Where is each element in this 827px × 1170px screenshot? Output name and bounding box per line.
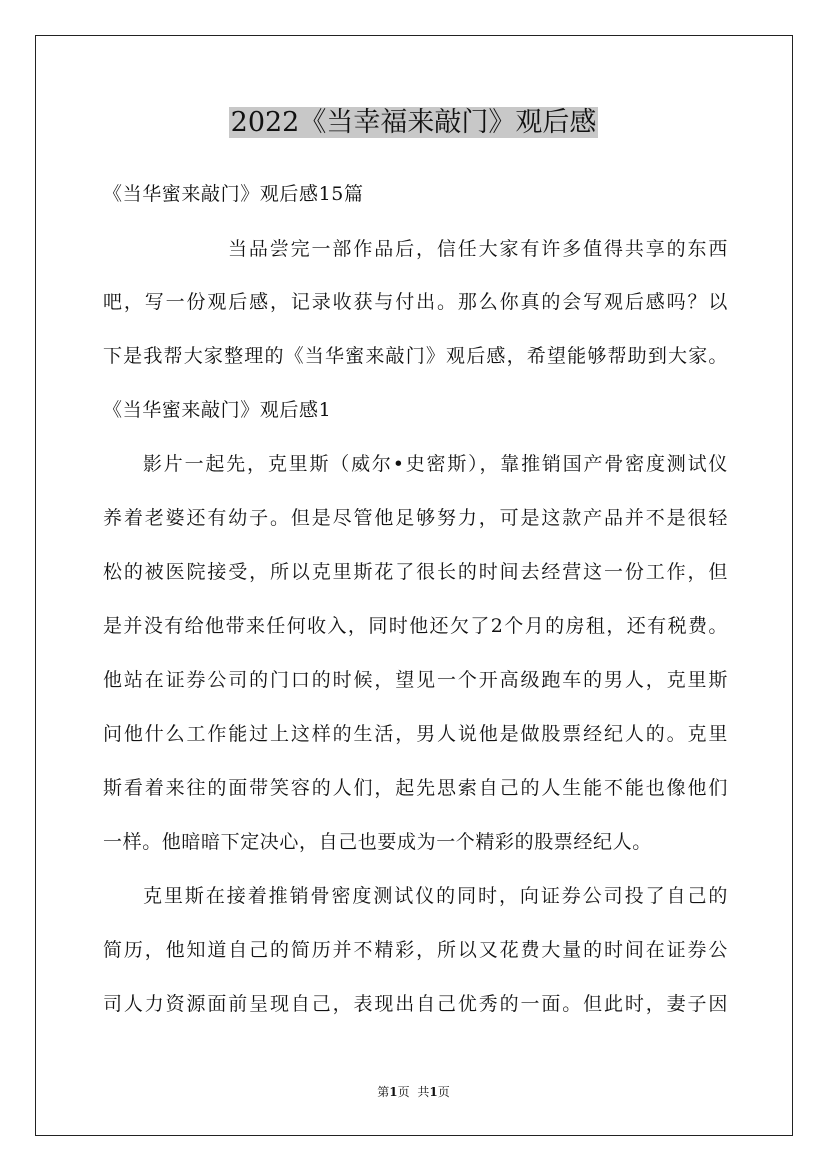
footer-total-unit: 页 xyxy=(437,1085,450,1099)
document-subtitle: 《当华蜜来敲门》观后感15篇 xyxy=(103,183,364,205)
body-line-15: 司人力资源面前呈现自己，表现出自己优秀的一面。但此时，妻子因 xyxy=(103,993,728,1015)
body-line-3: 下是我帮大家整理的《当华蜜来敲门》观后感，希望能够帮助到大家。 xyxy=(103,345,728,367)
footer-page-unit: 页 xyxy=(397,1085,410,1099)
page-footer xyxy=(0,1084,827,1100)
body-line-6: 养着老婆还有幼子。但是尽管他足够努力，可是这款产品并不是很轻 xyxy=(103,507,728,529)
document-title-text: 2022《当幸福来敲门》观后感 xyxy=(230,107,597,138)
document-title xyxy=(0,103,827,143)
section-heading-1: 《当华蜜来敲门》观后感1 xyxy=(103,399,332,421)
body-line-7: 松的被医院接受，所以克里斯花了很长的时间去经营这一份工作，但 xyxy=(103,561,728,583)
body-line-13: 克里斯在接着推销骨密度测试仪的同时，向证券公司投了自己的 xyxy=(143,885,728,907)
body-line-9: 他站在证券公司的门口的时候，望见一个开高级跑车的男人，克里斯 xyxy=(103,669,728,691)
body-line-8: 是并没有给他带来任何收入，同时他还欠了2个月的房租，还有税费。 xyxy=(103,615,728,637)
footer-page-label: 第 xyxy=(377,1085,390,1099)
body-line-12: 一样。他暗暗下定决心，自己也要成为一个精彩的股票经纪人。 xyxy=(103,831,652,853)
body-line-14: 简历，他知道自己的简历并不精彩，所以又花费大量的时间在证券公 xyxy=(103,939,728,961)
footer-total-number: 1 xyxy=(429,1085,438,1099)
body-line-1: 当品尝完一部作品后，信任大家有许多值得共享的东西 xyxy=(228,238,728,260)
body-line-2: 吧，写一份观后感，记录收获与付出。那么你真的会写观后感吗？以 xyxy=(103,291,728,313)
body-line-5: 影片一起先，克里斯（威尔•史密斯），靠推销国产骨密度测试仪 xyxy=(143,453,728,475)
footer-page-number: 1 xyxy=(389,1085,398,1099)
body-line-10: 问他什么工作能过上这样的生活，男人说他是做股票经纪人的。克里 xyxy=(103,723,728,745)
body-line-11: 斯看着来往的面带笑容的人们，起先思索自己的人生能不能也像他们 xyxy=(103,777,728,799)
footer-total-label: 共 xyxy=(417,1085,430,1099)
